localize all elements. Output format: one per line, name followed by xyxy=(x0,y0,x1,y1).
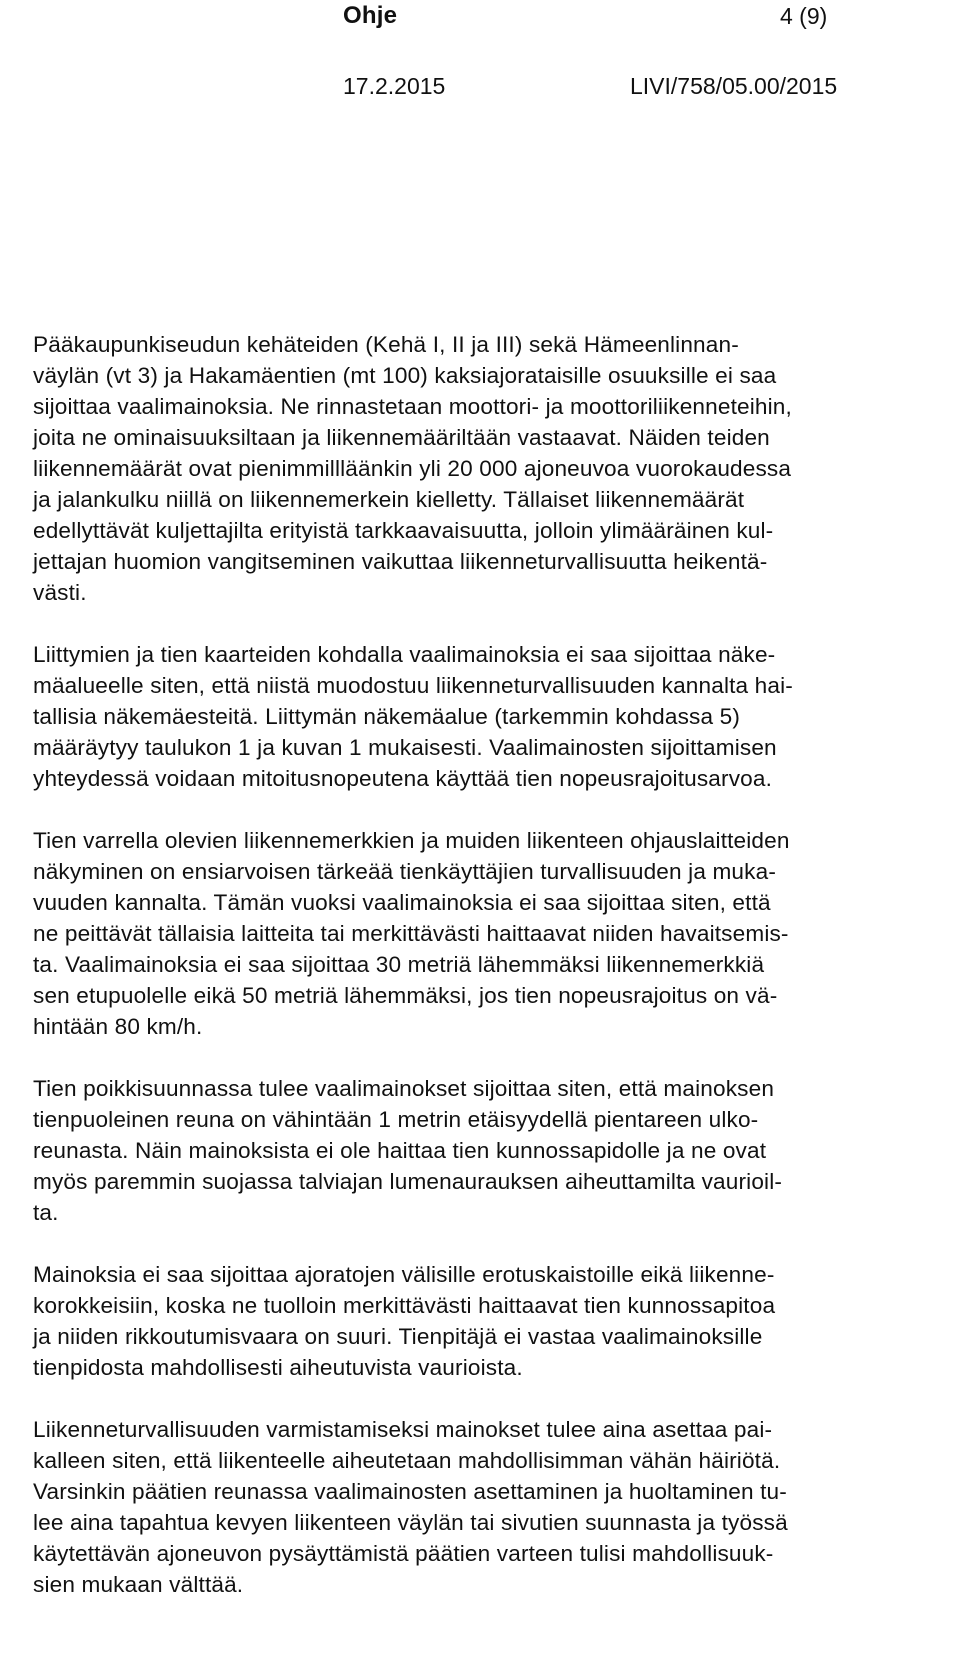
text-line: ta. xyxy=(33,1200,59,1225)
paragraph xyxy=(33,825,929,1042)
document-reference: LIVI/758/05.00/2015 xyxy=(630,73,838,99)
text-line: käytettävän ajoneuvon pysäyttämistä päätien varteen tulisi mahdollisuuk- xyxy=(33,1541,774,1566)
text-line: vuuden kannalta. Tämän vuoksi vaalimainoksia ei saa sijoittaa siten, että xyxy=(33,890,771,915)
text-line: ja niiden rikkoutumisvaara on suuri. Tienpitäjä ei vastaa vaalimainoksille xyxy=(33,1324,763,1349)
document-date: 17.2.2015 xyxy=(343,73,446,99)
text-line: västi. xyxy=(33,580,87,605)
text-line: hintään 80 km/h. xyxy=(33,1014,203,1039)
text-line: tienpidosta mahdollisesti aiheutuvista vaurioista. xyxy=(33,1355,523,1380)
paragraph xyxy=(33,1414,929,1600)
text-line: Varsinkin päätien reunassa vaalimainosten asettaminen ja huoltaminen tu- xyxy=(33,1479,787,1504)
text-line: liikennemäärät ovat pienimmillläänkin yli 20 000 ajoneuvoa vuorokaudessa xyxy=(33,456,792,481)
text-line: sijoittaa vaalimainoksia. Ne rinnastetaan moottori- ja moottoriliikenneteihin, xyxy=(33,394,792,419)
text-line: myös paremmin suojassa talviajan lumenaurauksen aiheuttamilta vaurioil- xyxy=(33,1169,783,1194)
text-line: Mainoksia ei saa sijoittaa ajoratojen välisille erotuskaistoille eikä liikenne- xyxy=(33,1262,775,1287)
paragraph xyxy=(33,329,929,608)
text-line: ne peittävät tällaisia laitteita tai merkittävästi haittaavat niiden havaitsemis- xyxy=(33,921,789,946)
text-line: väylän (vt 3) ja Hakamäentien (mt 100) kaksiajorataisille osuuksille ei saa xyxy=(33,363,777,388)
text-line: jettajan huomion vangitseminen vaikuttaa liikenneturvallisuutta heikentä- xyxy=(33,549,768,574)
text-line: lee aina tapahtua kevyen liikenteen väylän tai sivutien suunnasta ja työssä xyxy=(33,1510,788,1535)
text-line: tallisia näkemäesteitä. Liittymän näkemäalue (tarkemmin kohdassa 5) xyxy=(33,704,741,729)
page-number: 4 (9) xyxy=(780,3,828,29)
text-line: edellyttävät kuljettajilta erityistä tarkkaavaisuutta, jolloin ylimääräinen kul- xyxy=(33,518,774,543)
text-line: mäalueelle siten, että niistä muodostuu liikenneturvallisuuden kannalta hai- xyxy=(33,673,793,698)
paragraph xyxy=(33,639,929,794)
document-type: Ohje xyxy=(343,2,398,29)
text-line: yhteydessä voidaan mitoitusnopeutena käyttää tien nopeusrajoitusarvoa. xyxy=(33,766,772,791)
body-text xyxy=(33,329,929,1600)
text-line: ta. Vaalimainoksia ei saa sijoittaa 30 metriä lähemmäksi liikennemerkkiä xyxy=(33,952,765,977)
text-line: reunasta. Näin mainoksista ei ole haittaa tien kunnossapidolle ja ne ovat xyxy=(33,1138,767,1163)
text-line: ja jalankulku niillä on liikennemerkein kielletty. Tällaiset liikennemäärät xyxy=(33,487,745,512)
text-line: Tien poikkisuunnassa tulee vaalimainokset sijoittaa siten, että mainoksen xyxy=(33,1076,775,1101)
text-line: joita ne ominaisuuksiltaan ja liikennemääriltään vastaavat. Näiden teiden xyxy=(33,425,770,450)
paragraph xyxy=(33,1259,929,1383)
text-line: näkyminen on ensiarvoisen tärkeää tienkäyttäjien turvallisuuden ja muka- xyxy=(33,859,776,884)
text-line: kalleen siten, että liikenteelle aiheutetaan mahdollisimman vähän häiriötä. xyxy=(33,1448,781,1473)
text-line: määräytyy taulukon 1 ja kuvan 1 mukaisesti. Vaalimainosten sijoittamisen xyxy=(33,735,777,760)
text-line: Liikenneturvallisuuden varmistamiseksi mainokset tulee aina asettaa pai- xyxy=(33,1417,773,1442)
text-line: tienpuoleinen reuna on vähintään 1 metrin etäisyydellä pientareen ulko- xyxy=(33,1107,759,1132)
text-line: korokkeisiin, koska ne tuolloin merkittävästi haittaavat tien kunnossapitoa xyxy=(33,1293,776,1318)
text-line: Liittymien ja tien kaarteiden kohdalla vaalimainoksia ei saa sijoittaa näke- xyxy=(33,642,776,667)
text-line: Pääkaupunkiseudun kehäteiden (Kehä I, II ja III) sekä Hämeenlinnan- xyxy=(33,332,739,357)
text-line: sien mukaan välttää. xyxy=(33,1572,244,1597)
paragraph xyxy=(33,1073,929,1228)
text-line: sen etupuolelle eikä 50 metriä lähemmäksi, jos tien nopeusrajoitus on vä- xyxy=(33,983,778,1008)
text-line: Tien varrella olevien liikennemerkkien ja muiden liikenteen ohjauslaitteiden xyxy=(33,828,790,853)
